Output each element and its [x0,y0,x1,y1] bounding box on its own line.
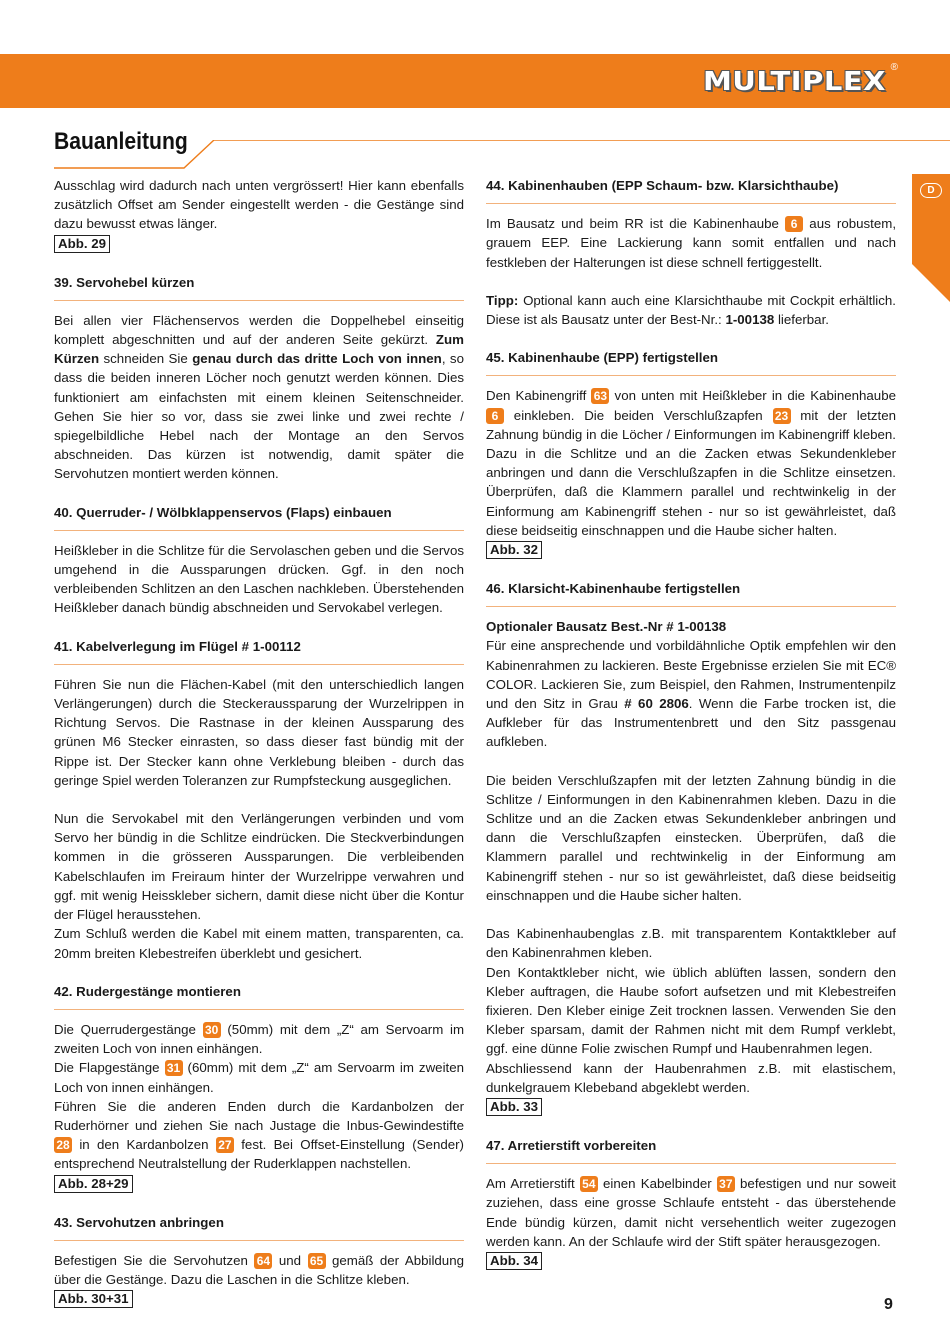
part-number-badge: 65 [308,1253,326,1269]
section-heading: 43. Servohutzen anbringen [54,1214,224,1230]
section-heading: 41. Kabelverlegung im Flügel # 1-00112 [54,638,301,654]
tip-text: Tipp: Optional kann auch eine Klarsichthaube mit Cockpit erhältlich. Diese ist als Bausatz unter der Best-Nr.: 1-00138 lieferbar. [486,292,896,328]
section-divider [54,1240,464,1241]
section-heading: 44. Kabinenhauben (EPP Schaum- bzw. Klarsichthaube) [486,178,839,193]
section-text: Nun die Servokabel mit den Verlängerungen verbinden und vom Servo her bündig in die Schlitze eindrücken. Die Steckverbindungen kommen in die grösseren Aussparungen. Die verbleibenden Kabelschlaufen im Freiraum hinter der Wurzelrippe verwahren und ggf. mit wenig Heisskleber sichern, damit diese nicht über die Kontur der Flügel herausstehen. [54,811,464,923]
section-divider [54,300,464,301]
section-heading: 39. Servohebel kürzen [54,274,195,290]
section-subheading: Optionaler Bausatz Best.-Nr # 1-00138 [486,619,727,635]
section-divider [486,606,896,607]
section-heading: 40. Querruder- / Wölbklappenservos (Flaps) einbauen [54,504,392,520]
section-text: Abschliessend kann der Haubenrahmen z.B. mit elastischem, dunkelgrauem Klebeband abgeklebt werden. [486,1060,896,1095]
section-text: Bei allen vier Flächenservos werden die Doppelhebel einseitig komplett abgeschnitten und auf der anderen Seite gekürzt. Zum Kürzen schneiden Sie genau durch das dritte Loch von innen, so dass die beiden inneren Löcher noch genutzt werden können. Dies funktioniert am einfachsten mit einem kleinen Seitenschneider. Gehen Sie hier so vor, dass sie zwei linke und zwei rechte / spiegelbildliche Hebel nach der Montage an den Servos abschneiden. Das kürzen ist notwendig, damit später die Servohutzen montiert werden können. [54,312,464,482]
section-text: Das Kabinenhaubenglas z.B. mit transparentem Kontaktkleber auf den Kabinenrahmen kleben. [486,926,896,961]
part-number-badge: 28 [54,1137,72,1153]
figure-ref: Abb. 30+31 [54,1290,133,1308]
part-number-badge: 6 [486,408,504,424]
section-text: Befestigen Sie die Servohutzen 64 und 65 gemäß der Abbildung über die Gestänge. Dazu die Laschen in die Schlitze kleben. [54,1252,464,1287]
section-heading: 46. Klarsicht-Kabinenhaube fertigstellen [486,581,741,597]
part-number-badge: 54 [580,1176,598,1192]
section-text: Im Bausatz und beim RR ist die Kabinenhaube 6 aus robustem, grauem EEP. Eine Lackierung kann somit entfallen und nach festkleben der Halterungen ist diese schnell fertiggestellt. [486,216,897,270]
figure-ref: Abb. 29 [54,235,110,253]
section-divider [486,1163,896,1164]
section-heading: 45. Kabinenhaube (EPP) fertigstellen [486,350,719,366]
page-number: 9 [884,1296,893,1313]
page-title: Bauanleitung [54,128,188,155]
part-number-badge: 23 [773,408,791,424]
section-divider [54,530,464,531]
multiplex-logo [702,62,898,98]
section-text: Heißkleber in die Schlitze für die Servolaschen geben und die Servos umgehend in die Aussparungen drücken. Ggf. in den noch verbleibenden Schlitzen an den Laschen nachkleben. Überstehenden Heißkleber danach bündig abschneiden und Servokabel verlegen. [54,542,464,616]
section-divider [54,664,464,665]
section-text: Die beiden Verschlußzapfen mit der letzten Zahnung bündig in die Schlitze / Einformungen in den Kabinenrahmen kleben. Dazu in die Schlitze und an die Zacken etwas Sekundenkleber anbringen und dann die Verschlußzapfen einstecken. Überprüfen, daß die Klammern parallel und rechtwinkelig in der Einformung am Kabinengriff stehen - nur so ist gewährleistet, daß diese beidseitig einschnappen und die Haube sicher halten. [486,772,896,903]
section-text: Den Kabinengriff 63 von unten mit Heißkleber in die Kabinenhaube 6 einkleben. Die beiden Verschlußzapfen 23 mit der letzten Zahnung bündig in die Löcher / Einformungen im Kabinengriff kleben. Dazu in die Schlitze und an die Zacken etwas Sekundenkleber anbringen und dann die Verschlußzapfen in die Schlitze einsetzen. Überprüfen, daß die Klammern parallel und rechtwinkelig in der Einformung am Kabinengriff stehen - nur so ist gewährleistet, daß diese beidseitig einschnappen und die Haube sicher halten. [486,388,896,538]
section-text: Die Flapgestänge 31 (60mm) mit dem „Z“ am Servoarm im zweiten Loch von innen einhängen. [54,1060,465,1095]
registered-mark: ® [890,62,898,73]
part-number-badge: 31 [165,1060,183,1076]
brand-name: MULTIPLEX [702,65,886,97]
figure-ref: Abb. 34 [486,1252,542,1270]
right-column [486,176,896,1271]
section-heading: 42. Rudergestänge montieren [54,983,241,999]
section-heading: 47. Arretierstift vorbereiten [486,1137,657,1153]
section-divider [486,203,896,204]
header-bar [0,54,950,108]
figure-ref: Abb. 33 [486,1098,542,1116]
section-text: Zum Schluß werden die Kabel mit einem matten, transparenten, ca. 20mm breiten Klebestreifen überklebt und gesichert. [54,926,464,961]
part-number-badge: 64 [254,1253,272,1269]
section-text: Führen Sie die anderen Enden durch die Kardanbolzen der Ruderhörner und ziehen Sie nach Justage die Inbus-Gewindestifte 28 in den Kardanbolzen 27 fest. Bei Offset-Einstellung (Sender) entsprechend Neutralstellung der Ruderklappen nachstellen. [54,1098,464,1172]
figure-ref: Abb. 28+29 [54,1175,133,1193]
part-number-badge: 30 [203,1022,221,1038]
section-text: Die Querrudergestänge 30 (50mm) mit dem „Z“ am Servoarm im zweiten Loch von innen einhängen. [54,1021,465,1057]
part-number-badge: 27 [216,1137,234,1153]
section-text: Für eine ansprechende und vorbildähnliche Optik empfehlen wir den Kabinenrahmen zu lackieren. Beste Ergebnisse erzielen Sie mit EC® COLOR. Lackieren Sie, zum Beispiel, den Rahmen, Instrumentenpilz und den Sitz in Grau # 60 2806. Wenn die Farbe trocken ist, die Aufkleber für das Instrumentenbrett und den Sitz passgenau aufkleben. [486,638,896,750]
title-underline [54,140,950,170]
section-text: Am Arretierstift 54 einen Kabelbinder 37 befestigen und nur soweit zuziehen, dass eine grosse Schlaufe entsteht - das überstehende Ende bündig kürzen, damit nicht versehentlich weiter zugezogen werden kann. An der Schlaufe wird der Stift später herausgezogen. [486,1176,896,1249]
part-number-badge: 6 [785,216,803,232]
section-divider [486,375,896,376]
part-number-badge: 37 [717,1176,735,1192]
intro-text: Ausschlag wird dadurch nach unten vergrössert! Hier kann ebenfalls zusätzlich Offset am Sender eingestellt werden - die Gestänge sind dazu bewusst etwas länger. [54,178,464,232]
section-text: Führen Sie nun die Flächen-Kabel (mit den unterschiedlich langen Verlängerungen) durch die Steckeraussparung der Wurzelrippen in Richtung Servos. Die Rastnase in der kleinen Aussparung des grünen M6 Stecker einrasten, so dass dieser fast bündig mit der Rippe ist. Der Stecker kann ohne Verklebung bleiben - durch das geringe Spiel werden Toleranzen zur Rumpfsteckung ausgeglichen. [54,676,464,788]
figure-ref: Abb. 32 [486,541,542,559]
part-number-badge: 63 [591,388,609,404]
left-column [54,176,464,1309]
language-tab-label: D [920,183,942,198]
section-text: Den Kontaktkleber nicht, wie üblich ablüften lassen, sondern den Kleber auftragen, die Haube sofort aufsetzen und mit Klebestreifen fixieren. Den Kleber einige Zeit trocknen lassen. Verwenden Sie den Kleber sparsam, damit der Rahmen nicht mit dem Rumpf verklebt, ggf. eine dünne Folie zwischen Rumpf und Haubenrahmen legen. [486,964,896,1057]
section-divider [54,1009,464,1010]
